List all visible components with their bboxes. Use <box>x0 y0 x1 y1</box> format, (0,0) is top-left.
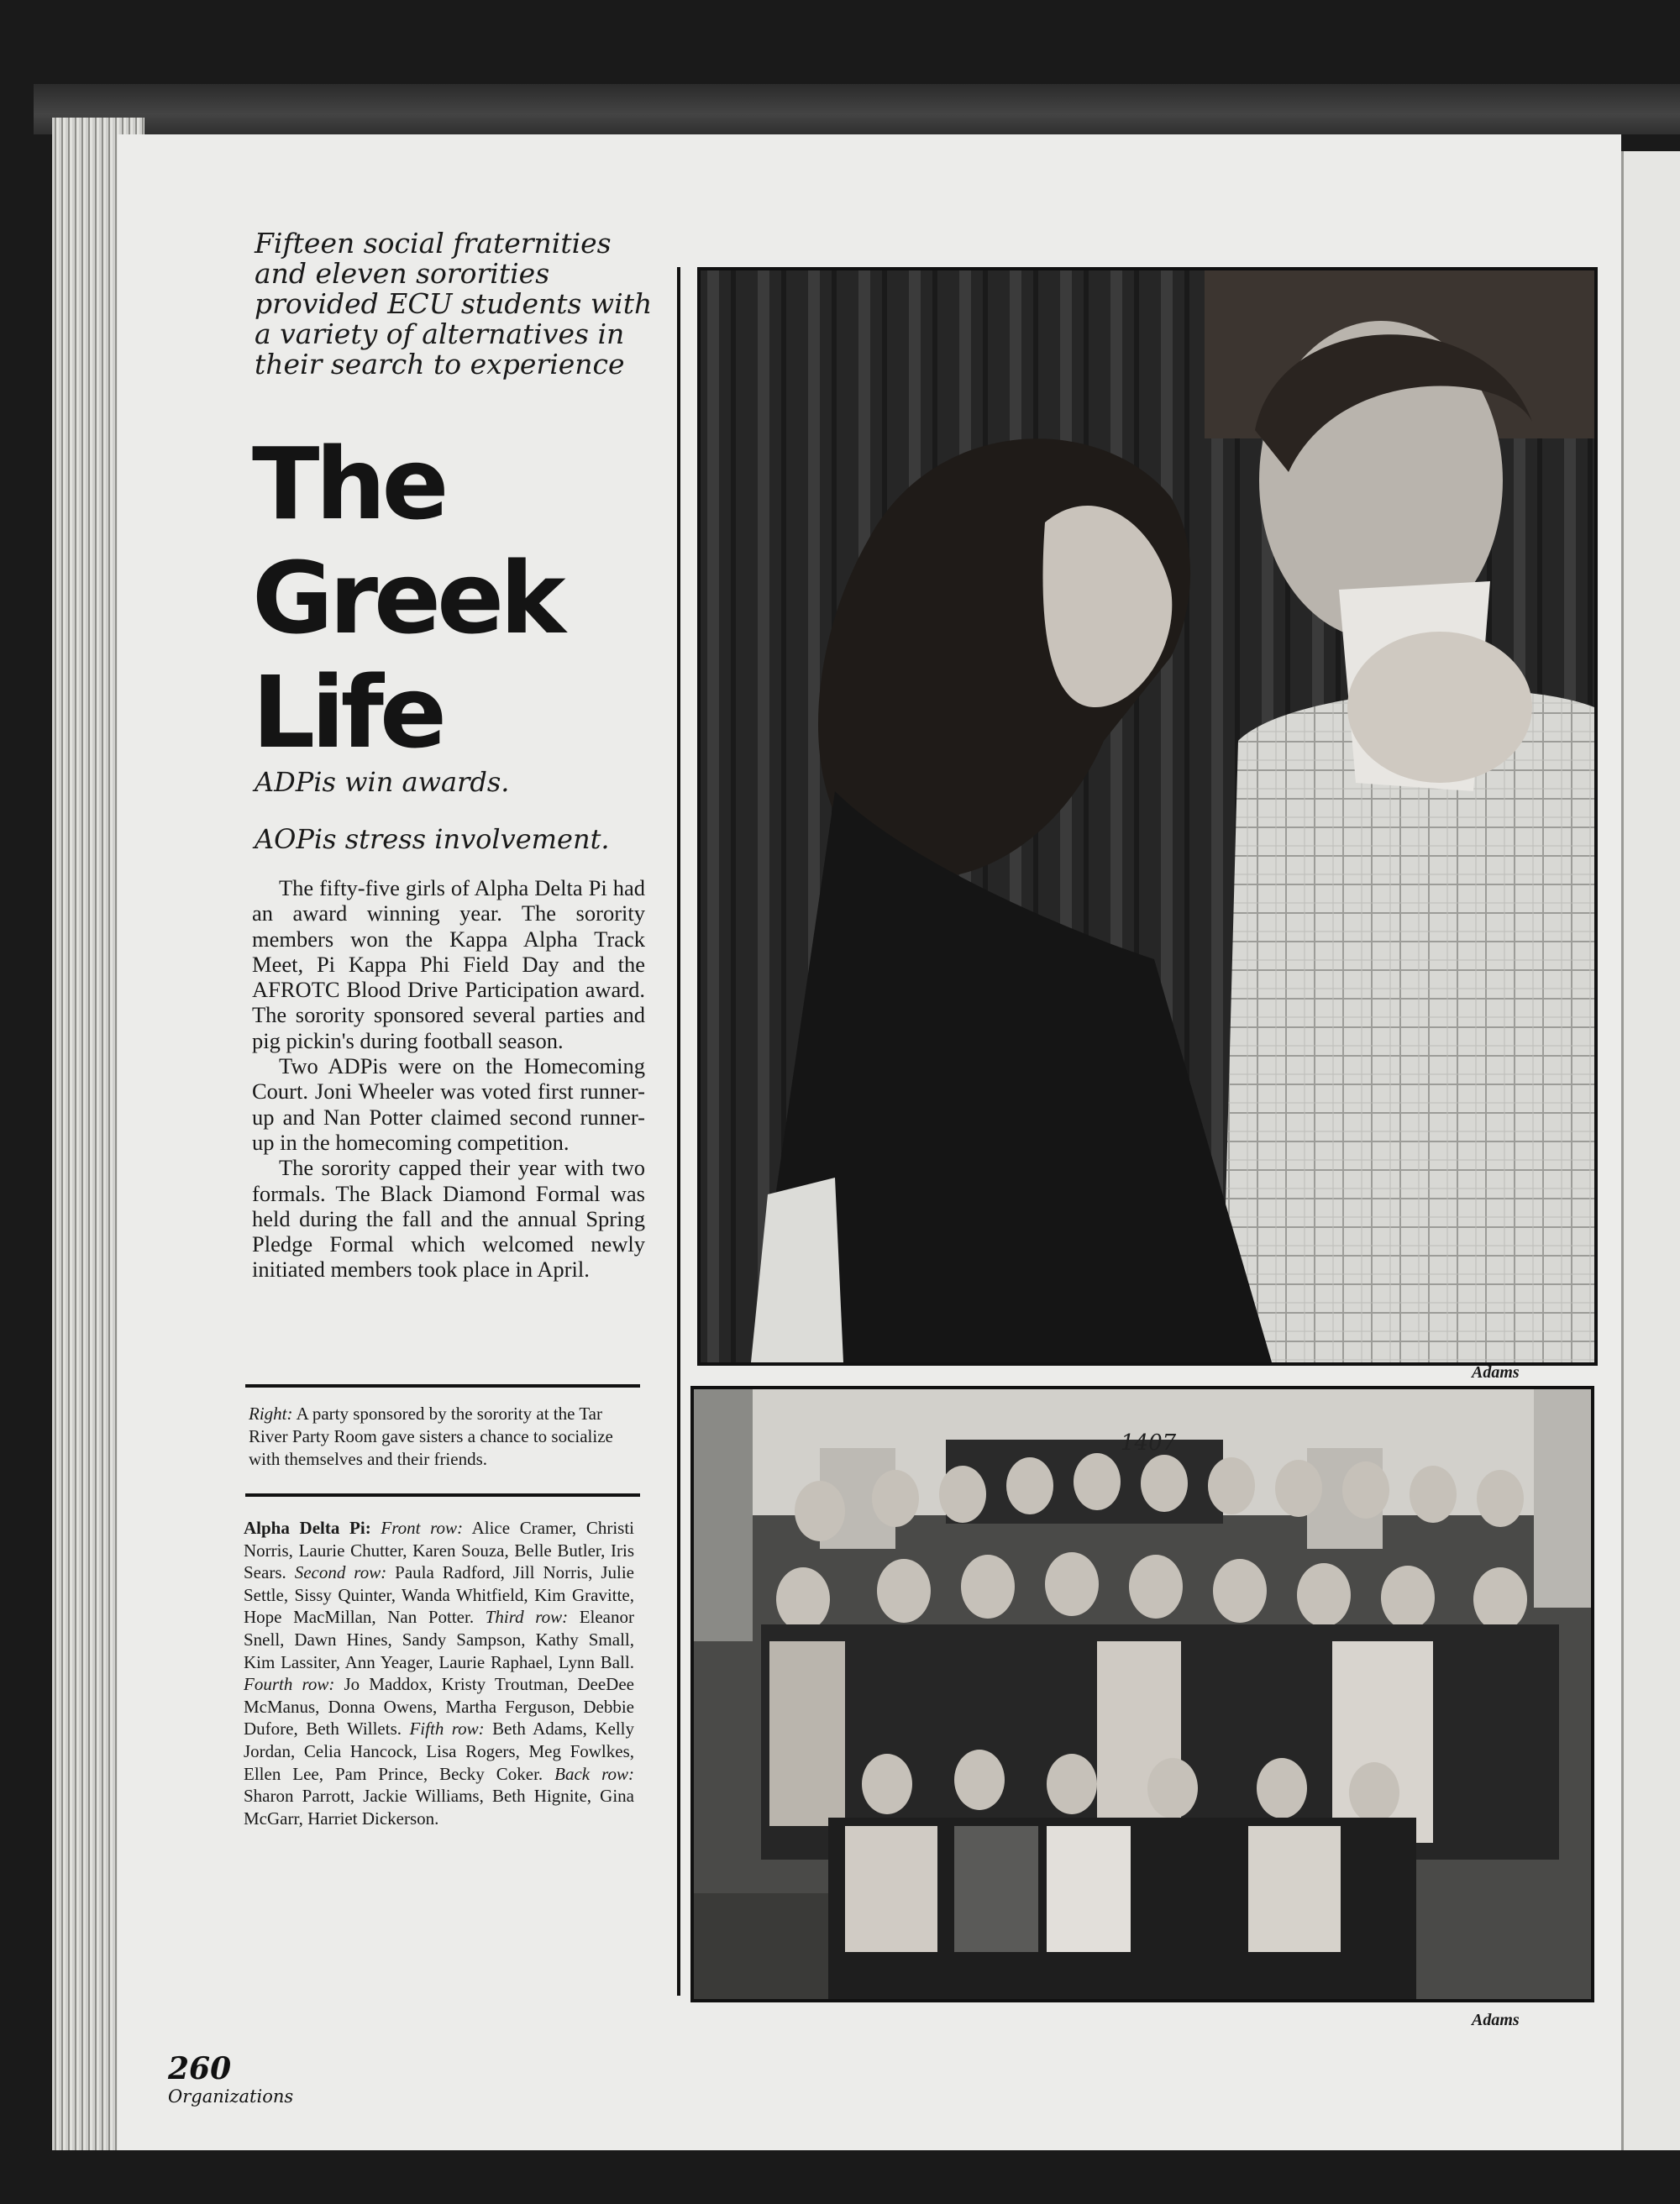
title-line: Greek <box>252 540 562 656</box>
title-line: Life <box>252 654 444 770</box>
divider <box>245 1493 640 1497</box>
row-names: Eleanor Snell, Dawn Hines, Sandy Sampson, Kathy Small, Kim Lassiter, Ann Yeager, Laurie Raphael, Lynn Ball. <box>244 1607 634 1672</box>
facing-page-edge <box>1621 151 1680 2150</box>
caption-text: A party sponsored by the sorority at the Tar River Party Room gave sisters a chance to socialize with themselves and their friends. <box>249 1404 613 1469</box>
article-paragraph: The sorority capped their year with two formals. The Black Diamond Formal was held during the fall and the annual Spring Pledge Formal which welcomed newly initiated members took place in April. <box>252 1155 645 1283</box>
group-caption <box>244 1517 634 1829</box>
row-names: Alice Cramer, Christi Norris, Laurie Chutter, Karen Souza, Belle Butler, Iris Sears. <box>244 1518 635 1583</box>
subhead: ADPis win awards. <box>255 766 510 798</box>
caption-label: Right: <box>249 1404 293 1424</box>
party-photo <box>697 267 1598 1366</box>
page-title <box>252 427 605 769</box>
row-names: Paula Radford, Jill Norris, Julie Settle, Sissy Quinter, Wanda Whitfield, Kim Gravitte, Hope MacMillan, Nan Potter. <box>244 1562 634 1628</box>
row-names: Sharon Parrott, Jackie Williams, Beth Hignite, Gina McGarr, Harriet Dickerson. <box>244 1786 634 1829</box>
photo-caption <box>249 1403 643 1471</box>
group-photo <box>690 1386 1594 2002</box>
group-photo-illustration <box>694 1389 1591 1999</box>
photo-credit: Adams <box>1472 2011 1520 2029</box>
article-body <box>252 875 645 1283</box>
row-label: Back row: <box>554 1763 634 1784</box>
row-label: Front row: <box>381 1518 464 1538</box>
party-photo-illustration <box>701 270 1594 1362</box>
subhead: AOPis stress involvement. <box>255 823 610 855</box>
book-spine-edge <box>34 84 1680 134</box>
row-label: Fourth row: <box>244 1674 335 1695</box>
article-paragraph: Two ADPis were on the Homecoming Court. Joni Wheeler was voted first runner-up and Nan Potter claimed second runner-up in the homecoming competition. <box>252 1053 645 1155</box>
org-name: Alpha Delta Pi: <box>244 1518 371 1538</box>
row-names: Jo Maddox, Kristy Troutman, DeeDee McManus, Donna Owens, Martha Ferguson, Debbie Dufore, Beth Willets. <box>244 1674 634 1740</box>
row-label: Fifth row: <box>409 1719 485 1740</box>
row-names: Beth Adams, Kelly Jordan, Celia Hancock, Lisa Rogers, Meg Fowlkes, Ellen Lee, Pam Prince, Becky Coker. <box>244 1719 634 1784</box>
page-number: 260 <box>168 2051 232 2086</box>
photo-credit: Adams <box>1472 1363 1520 1382</box>
column-rule <box>677 267 680 1996</box>
divider <box>245 1384 640 1388</box>
intro-text: Fifteen social fraternities and eleven sororities provided ECU students with a variety of alternatives in their search to experience <box>255 227 653 380</box>
row-label: Second row: <box>294 1562 387 1583</box>
article-paragraph: The fifty-five girls of Alpha Delta Pi had an award winning year. The sorority members won the Kappa Alpha Track Meet, Pi Kappa Phi Field Day and the AFROTC Blood Drive Participation award. The sorority sponsored several parties and pig pickin's during football season. <box>252 875 645 1053</box>
row-label: Third row: <box>485 1607 569 1628</box>
section-name: Organizations <box>168 2086 294 2107</box>
house-number: 1407 <box>1121 1430 1177 1456</box>
title-line: The <box>252 426 445 542</box>
